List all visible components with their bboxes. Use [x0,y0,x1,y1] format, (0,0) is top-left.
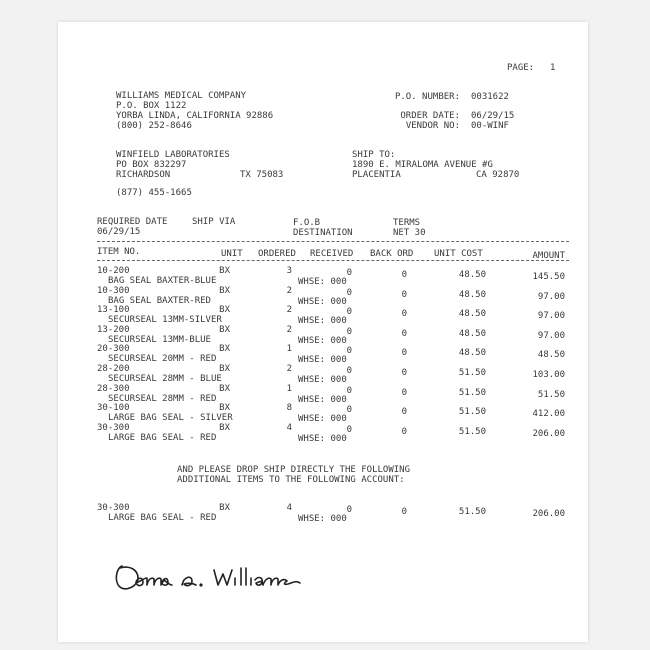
item-whse: WHSE: 000 [298,514,347,524]
item-amount: 206.00 [532,509,565,519]
fob-label: F.O.B [293,218,321,228]
item-whse: WHSE: 000 [298,316,347,327]
vendor-no: 00-WINF [471,121,509,131]
item-no: 30-300 [97,503,130,513]
item-unit: BX [219,503,230,513]
terms-label: TERMS [393,218,421,228]
col-ordered: ORDERED [258,249,296,259]
item-received: 0 [346,366,352,376]
item-back-ord: 0 [401,309,407,320]
required-date: 06/29/15 [97,227,141,237]
order-date: 06/29/15 [471,111,515,121]
item-received: 0 [346,424,352,435]
required-date-label: REQUIRED DATE [97,217,168,227]
item-ordered: 2 [286,364,292,374]
po-number: 0031622 [471,92,509,102]
item-desc: SECURSEAL 20MM - RED [108,354,217,365]
item-back-ord: 0 [401,289,407,300]
col-amount: AMOUNT [532,251,565,261]
item-no: 28-300 [97,383,130,394]
item-back-ord: 0 [401,507,407,517]
item-unit-cost: 51.50 [458,407,486,418]
item-no: 10-200 [97,266,130,276]
terms-value: NET 30 [393,228,426,238]
ship-to-label: SHIP TO: [352,150,396,160]
item-no: 30-100 [97,403,130,414]
item-unit-cost: 48.50 [458,328,486,339]
col-received: RECEIVED [310,249,354,259]
item-unit-cost: 51.50 [458,368,486,378]
item-amount: 97.00 [537,330,565,341]
item-no: 20-300 [97,344,130,355]
item-desc: BAG SEAL BAXTER-RED [108,295,211,306]
item-back-ord: 0 [401,426,407,437]
item-whse: WHSE: 000 [298,296,347,307]
item-whse: WHSE: 000 [298,277,347,287]
item-received: 0 [346,326,352,337]
item-unit: BX [219,383,230,394]
col-unit-cost: UNIT COST [434,249,483,259]
item-back-ord: 0 [401,407,407,418]
item-desc: LARGE BAG SEAL - RED [108,432,217,443]
item-received: 0 [346,307,352,318]
item-amount: 206.00 [532,428,565,439]
item-unit-cost: 51.50 [458,507,486,517]
vendor-phone: (877) 455-1665 [116,188,192,198]
item-received: 0 [346,505,352,515]
item-amount: 48.50 [537,350,565,361]
item-unit-cost: 48.50 [458,348,486,359]
item-no: 13-200 [97,324,130,335]
signature [112,556,322,596]
vendor-city: RICHARDSON [116,170,171,180]
item-unit-cost: 51.50 [458,387,486,398]
item-unit: BX [219,285,230,296]
item-ordered: 2 [286,324,292,335]
vendor-no-label: VENDOR NO: [405,121,460,131]
fob-value: DESTINATION [293,228,353,238]
item-desc: LARGE BAG SEAL - RED [108,513,217,523]
item-desc: BAG SEAL BAXTER-BLUE [108,276,217,286]
item-unit-cost: 48.50 [458,309,486,320]
ship-to-line1: 1890 E. MIRALOMA AVENUE #G [352,160,493,170]
col-item: ITEM NO. [97,247,141,257]
item-ordered: 3 [286,266,292,276]
item-ordered: 1 [286,344,292,355]
item-desc: SECURSEAL 28MM - RED [108,393,217,404]
item-unit: BX [219,403,230,414]
ship-to-state-zip: CA 92870 [476,170,520,180]
buyer-address2: YORBA LINDA, CALIFORNIA 92886 [116,111,274,121]
item-ordered: 2 [286,305,292,316]
item-amount: 103.00 [532,370,565,380]
item-no: 10-300 [97,285,130,296]
item-ordered: 2 [286,285,292,296]
header-divider-top [97,241,569,242]
item-whse: WHSE: 000 [298,394,347,405]
item-unit-cost: 51.50 [458,426,486,437]
item-no: 13-100 [97,305,130,316]
item-back-ord: 0 [401,270,407,280]
page-number: 1 [550,63,556,73]
col-back-ord: BACK ORD [370,249,414,259]
item-back-ord: 0 [401,348,407,359]
item-unit: BX [219,324,230,335]
item-received: 0 [346,385,352,396]
item-unit: BX [219,364,230,374]
item-back-ord: 0 [401,387,407,398]
item-unit: BX [219,305,230,316]
item-unit: BX [219,422,230,433]
vendor-box: PO BOX 832297 [116,160,187,170]
item-back-ord: 0 [401,328,407,339]
drop-ship-line1: AND PLEASE DROP SHIP DIRECTLY THE FOLLOWING [177,465,410,475]
item-unit-cost: 48.50 [458,270,486,280]
item-received: 0 [346,405,352,416]
item-ordered: 4 [286,503,292,513]
buyer-phone: (800) 252-8646 [116,121,192,131]
item-whse: WHSE: 000 [298,375,347,385]
item-ordered: 4 [286,422,292,433]
item-no: 30-300 [97,422,130,433]
item-received: 0 [346,346,352,357]
buyer-name: WILLIAMS MEDICAL COMPANY [116,91,247,101]
item-desc: SECURSEAL 28MM - BLUE [108,374,222,384]
item-back-ord: 0 [401,368,407,378]
vendor-state-zip: TX 75083 [240,170,284,180]
col-unit: UNIT [221,249,243,259]
item-ordered: 1 [286,383,292,394]
po-number-label: P.O. NUMBER: [394,92,460,102]
page-label: PAGE: [507,63,535,73]
item-received: 0 [346,287,352,298]
ship-to-city: PLACENTIA [352,170,401,180]
buyer-address1: P.O. BOX 1122 [116,101,187,111]
item-desc: SECURSEAL 13MM-BLUE [108,334,211,345]
drop-ship-line2: ADDITIONAL ITEMS TO THE FOLLOWING ACCOUNT: [177,475,405,485]
item-whse: WHSE: 000 [298,355,347,366]
item-desc: LARGE BAG SEAL - SILVER [108,413,233,424]
order-date-label: ORDER DATE: [400,111,460,121]
item-amount: 412.00 [532,409,565,420]
header-divider-bottom [97,260,569,261]
item-unit: BX [219,344,230,355]
item-received: 0 [346,268,352,278]
item-whse: WHSE: 000 [298,335,347,346]
item-amount: 97.00 [537,311,565,322]
item-unit: BX [219,266,230,276]
vendor-name: WINFIELD LABORATORIES [116,150,230,160]
item-whse: WHSE: 000 [298,414,347,425]
item-amount: 97.00 [537,291,565,302]
ship-via-label: SHIP VIA [192,217,236,227]
item-ordered: 8 [286,403,292,414]
item-whse: WHSE: 000 [298,433,347,444]
item-amount: 51.50 [537,389,565,400]
item-desc: SECURSEAL 13MM-SILVER [108,315,222,326]
item-unit-cost: 48.50 [458,289,486,300]
item-amount: 145.50 [532,272,565,282]
item-no: 28-200 [97,364,130,374]
